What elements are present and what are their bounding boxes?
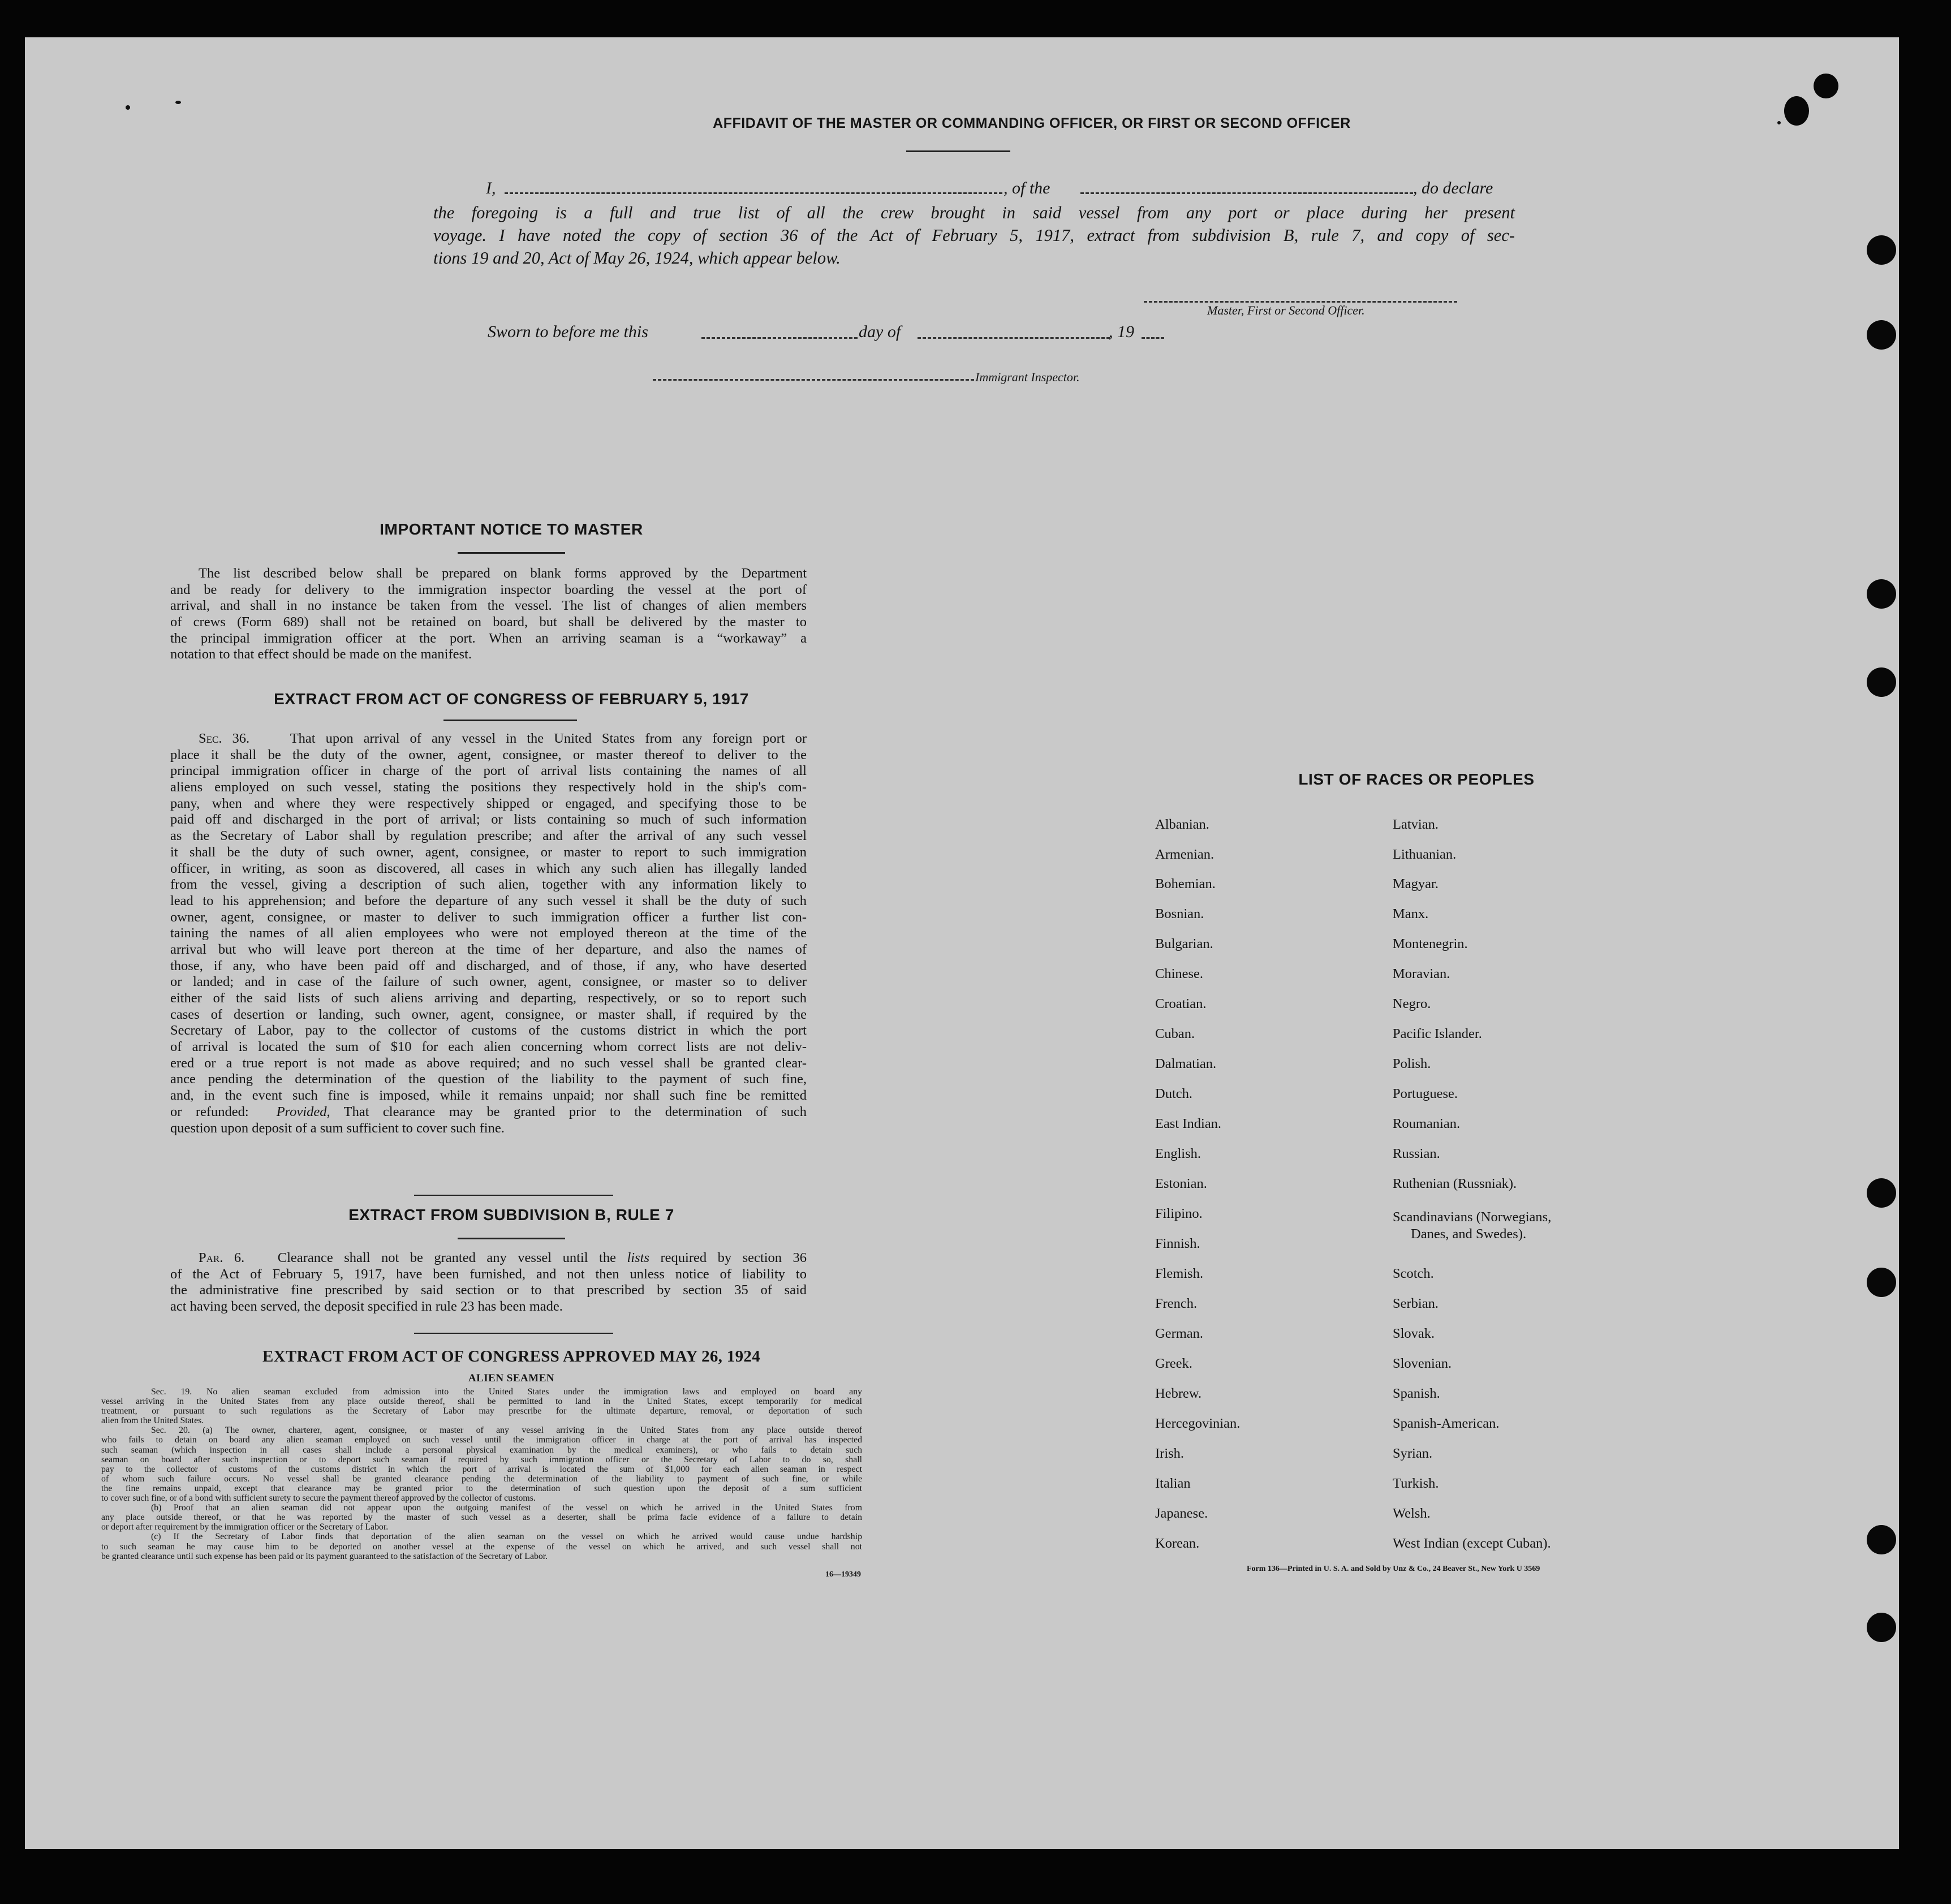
races-list [25, 37, 1899, 1849]
race-right: Portuguese. [1393, 1086, 1458, 1101]
sec36-line: principal immigration officer in charge of the port of arrival lists containing the names of all [170, 763, 807, 779]
race-right: Ruthenian (Russniak). [1393, 1176, 1517, 1191]
sec20-line: or deport after requirement by the immigration officer or the Secretary of Labor. [101, 1522, 389, 1532]
affidavit-line: the foregoing is a full and true list of all the crew brought in said vessel from any port or place during her present [433, 203, 1515, 222]
race-right: Manx. [1393, 906, 1429, 921]
par6-line: of the Act of February 5, 1917, have been furnished, and not then unless notice of liability to [170, 1266, 807, 1282]
race-right: Serbian. [1393, 1296, 1439, 1311]
sec36-line: or landed; and in case of the failure of such owner, agent, consignee, or master so to deliver [170, 974, 807, 990]
race-right: Pacific Islander. [1393, 1026, 1482, 1041]
sec36-line: paid off and discharged in the port of arrival; or lists containing so much of such information [170, 812, 807, 828]
sec20-line: the fine remains unpaid, except that clearance may be granted prior to the determination of such question upon the deposit of a sum sufficient [101, 1483, 862, 1493]
race-right: Slovak. [1393, 1326, 1435, 1341]
form-code: 16—19349 [825, 1570, 861, 1579]
race-right: Roumanian. [1393, 1116, 1461, 1131]
race-right: Syrian. [1393, 1446, 1433, 1461]
race-left: Hebrew. [1155, 1386, 1202, 1401]
race-left: Bosnian. [1155, 906, 1204, 921]
notice-line: of crews (Form 689) shall not be retained on board, but shall be delivered by the master to [170, 614, 807, 630]
race-left: East Indian. [1155, 1116, 1222, 1131]
sec36-line: pany, when and where they were respectively shipped or engaged, and specifying those to be [170, 795, 807, 811]
sec36-line: arrival but who will leave port thereon at the time of her departure, and also the names of [170, 941, 807, 957]
race-left: Flemish. [1155, 1266, 1204, 1281]
race-right: Moravian. [1393, 966, 1450, 981]
sec20-line: seaman on board after such inspection or to deport such seaman if required by such immigration officer or the Secretary of Labor to do so, shall [101, 1454, 862, 1464]
master-signature-label: Master, First or Second Officer. [1207, 303, 1365, 317]
sec36-line: owner, agent, consignee, or master to deliver to such immigration officer a further list con- [170, 909, 807, 925]
affidavit-i: I, [486, 179, 496, 197]
race-left: French. [1155, 1296, 1198, 1311]
race-right: Negro. [1393, 996, 1431, 1011]
race-left: Bohemian. [1155, 876, 1216, 891]
race-left: Greek. [1155, 1356, 1192, 1371]
race-left: Filipino. [1155, 1206, 1203, 1221]
sec36-text: That upon arrival of any vessel in the United States from any foreign port or [290, 731, 807, 746]
sec36-line: taining the names of all alien employees who were not employed thereon at the time of the [170, 925, 807, 941]
race-right: Montenegrin. [1393, 936, 1468, 951]
sec36-line: from the vessel, giving a description of such alien, together with any information likely to [170, 877, 807, 893]
race-right: West Indian (except Cuban). [1393, 1536, 1551, 1551]
race-left: Japanese. [1155, 1506, 1208, 1521]
form-sheet [25, 37, 1899, 1849]
race-right: Slovenian. [1393, 1356, 1452, 1371]
affidavit-line: tions 19 and 20, Act of May 26, 1924, which appear below. [433, 248, 841, 268]
race-left: Estonian. [1155, 1176, 1207, 1191]
inspector-label: Immigrant Inspector. [975, 370, 1080, 384]
notice-line: the principal immigration officer at the port. When an arriving seaman is a “workaway” a [170, 630, 807, 646]
sec36-line: question upon deposit of a sum sufficient to cover such fine. [170, 1120, 505, 1136]
sec19-line: treatment, or pursuant to such regulations as the Secretary of Labor may prescribe for the ultimate departure, removal, or deportation of such [101, 1406, 862, 1416]
race-left: English. [1155, 1146, 1201, 1161]
notice-line: and be ready for delivery to the immigration inspector boarding the vessel at the port of [170, 581, 807, 597]
race-right: Danes, and Swedes). [1411, 1226, 1527, 1242]
sec36-line: as the Secretary of Labor shall by regulation prescribe; and after the arrival of any such vessel [170, 828, 807, 844]
race-left: Croatian. [1155, 996, 1207, 1011]
sec20-line: of whom such failure occurs. No vessel shall be granted clearance pending the determination of the liability to payment of such fine, or while [101, 1474, 862, 1484]
affidavit-title: AFFIDAVIT OF THE MASTER OR COMMANDING OFFICER, OR FIRST OR SECOND OFFICER [713, 115, 1351, 131]
par6-text-a: Clearance shall not be granted any vessel until the [277, 1250, 616, 1265]
sec36-line: of arrival is located the sum of $10 for each alien concerning whom correct lists are not deliv- [170, 1039, 807, 1055]
affidavit-declare: , do declare [1413, 179, 1493, 197]
race-right: Spanish. [1393, 1386, 1440, 1401]
par6-line: the administrative fine prescribed by said section or to that prescribed by section 35 of said [170, 1282, 807, 1298]
sec36-line: lead to his apprehension; and before the departure of any such vessel it shall be the duty of such [170, 893, 807, 908]
year-prefix: , 19 [1109, 322, 1134, 341]
sec20-line: such seaman (which inspection in all cases shall include a personal physical examination by the medical examiners), or who fails to detain such [101, 1445, 862, 1455]
extract-1924-title: EXTRACT FROM ACT OF CONGRESS APPROVED MAY 26, 1924 [262, 1347, 760, 1365]
race-left: Bulgarian. [1155, 936, 1213, 951]
race-right: Scotch. [1393, 1266, 1434, 1281]
sec20-line: be granted clearance until such expense has been paid or its payment guaranteed to the satisfaction of the Secretary of Labor. [101, 1551, 548, 1561]
subdivision-title: EXTRACT FROM SUBDIVISION B, RULE 7 [348, 1206, 674, 1224]
race-right: Russian. [1393, 1146, 1440, 1161]
provided-word: Provided, [276, 1104, 330, 1119]
par6-line: act having been served, the deposit specified in rule 23 has been made. [170, 1299, 563, 1315]
extract-1924-subtitle: ALIEN SEAMEN [468, 1372, 555, 1384]
race-left: Dalmatian. [1155, 1056, 1217, 1071]
sec36-line: and, in the event such fine is imposed, while it remains unpaid; nor shall such fine be remitted [170, 1088, 807, 1104]
day-of-text: day of [859, 322, 901, 341]
race-left: German. [1155, 1326, 1204, 1341]
sec19-line: alien from the United States. [101, 1416, 204, 1426]
sec20-line: pay to the collector of customs of the customs district in which the port of arrival is located the sum of $1,000 for each alien seaman in respect [101, 1464, 862, 1474]
sec36-line: officer, in writing, as soon as discovered, all cases in which any such alien has illegally landed [170, 860, 807, 876]
sec36-line: cases of desertion or landing, such owner, agent, consignee, or master shall, if required by the [170, 1006, 807, 1022]
sworn-text: Sworn to before me this [488, 322, 648, 341]
sec20-line: to cover such fine, or of a bond with sufficient surety to secure the payment thereof approved by the collector of customs. [101, 1493, 536, 1504]
race-right: Turkish. [1393, 1476, 1439, 1491]
race-right: Spanish-American. [1393, 1416, 1500, 1431]
race-left: Chinese. [1155, 966, 1204, 981]
race-left: Armenian. [1155, 847, 1214, 862]
sec36-line: Secretary of Labor, pay to the collector of customs of the customs district in which the port [170, 1023, 807, 1039]
sec36-line: ance pending the determination of the question of the liability to the payment of such fine, [170, 1071, 807, 1087]
race-left: Dutch. [1155, 1086, 1192, 1101]
sec36-line: place it shall be the duty of the owner, agent, consignee, or master thereof to deliver to the [170, 747, 807, 763]
notice-line: The list described below shall be prepared on blank forms approved by the Department [199, 566, 807, 581]
notice-line: notation to that effect should be made on the manifest. [170, 647, 472, 662]
race-left: Finnish. [1155, 1236, 1200, 1251]
sec20-line: (c) If the Secretary of Labor finds that deportation of the alien seaman on the vessel on which he arrived would cause undue hardship [151, 1532, 862, 1542]
extract-1917-title: EXTRACT FROM ACT OF CONGRESS OF FEBRUARY 5, 1917 [274, 690, 749, 708]
par6-label: Par. 6. [199, 1250, 245, 1265]
sec20-line: any place outside thereof, or that he was reported by the master of such vessel as a deserter, shall be prima facie evidence of a failure to detain [101, 1513, 862, 1523]
affidavit-line: voyage. I have noted the copy of section 36 of the Act of February 5, 1917, extract from subdivision B, rule 7, and copy of sec- [433, 226, 1515, 245]
race-left: Italian [1155, 1476, 1191, 1491]
sec36-line: either of the said lists of such aliens arriving and departing, respectively, or so to report such [170, 990, 807, 1006]
sec36-line: ered or a true report is not made as above required; and no such vessel shall be granted clear- [170, 1055, 807, 1071]
sec36-label: Sec. 36. [199, 731, 250, 746]
races-title: LIST OF RACES OR PEOPLES [1298, 770, 1535, 788]
sec20-line: to such seaman he may cause him to be deported on another vessel at the expense of the vessel on which he arrived, and such vessel shall not [101, 1541, 862, 1552]
race-right: Lithuanian. [1393, 847, 1457, 862]
sec36-line: aliens employed on such vessel, stating the positions they respectively hold in the ship's com- [170, 779, 807, 795]
sec36-line: those, if any, who have been paid off and discharged, and of those, if any, who have deserted [170, 958, 807, 973]
race-left: Cuban. [1155, 1026, 1195, 1041]
race-left: Albanian. [1155, 817, 1209, 832]
affidavit-of-the: , of the [1004, 179, 1050, 197]
race-right: Magyar. [1393, 876, 1439, 891]
race-left: Hercegovinian. [1155, 1416, 1241, 1431]
race-right: Welsh. [1393, 1506, 1431, 1521]
sec20-line: (b) Proof that an alien seaman did not appear upon the outgoing manifest of the vessel on which he arrived in the United States from [151, 1503, 862, 1513]
printer-imprint: Form 136—Printed in U. S. A. and Sold by Unz & Co., 24 Beaver St., New York U 3569 [1247, 1565, 1540, 1573]
sec19-line: vessel arriving in the United States from any place outside thereof, shall be permitted to land in the United States, except temporarily for medical [101, 1397, 862, 1407]
notice-line: arrival, and shall in no instance be taken from the vessel. The list of changes of alien members [170, 598, 807, 614]
sec19-line: Sec. 19. No alien seaman excluded from admission into the United States under the immigration laws and employed on board any [151, 1387, 862, 1397]
par6-lists: lists [627, 1250, 649, 1265]
notice-title: IMPORTANT NOTICE TO MASTER [380, 520, 643, 538]
sec20-line: who fails to detain on board any alien seaman employed on such vessel until the immigration officer in charge at the port of arrival has inspected [101, 1435, 862, 1445]
race-right: Scandinavians (Norwegians, [1393, 1209, 1552, 1225]
race-right: Polish. [1393, 1056, 1431, 1071]
race-left: Irish. [1155, 1446, 1185, 1461]
sec36-line: it shall be the duty of such owner, agent, consignee, or master to report to such immigration [170, 844, 807, 860]
race-right: Latvian. [1393, 817, 1439, 832]
sec36-text: or refunded: [170, 1104, 249, 1119]
sec20-line: Sec. 20. (a) The owner, charterer, agent, consignee, or master of any vessel arriving in the United States from any place outside thereof [151, 1425, 862, 1436]
par6-text-b: required by section 36 [660, 1250, 807, 1265]
race-left: Korean. [1155, 1536, 1200, 1551]
provided-rest: That clearance may be granted prior to the determination of such [343, 1104, 807, 1119]
